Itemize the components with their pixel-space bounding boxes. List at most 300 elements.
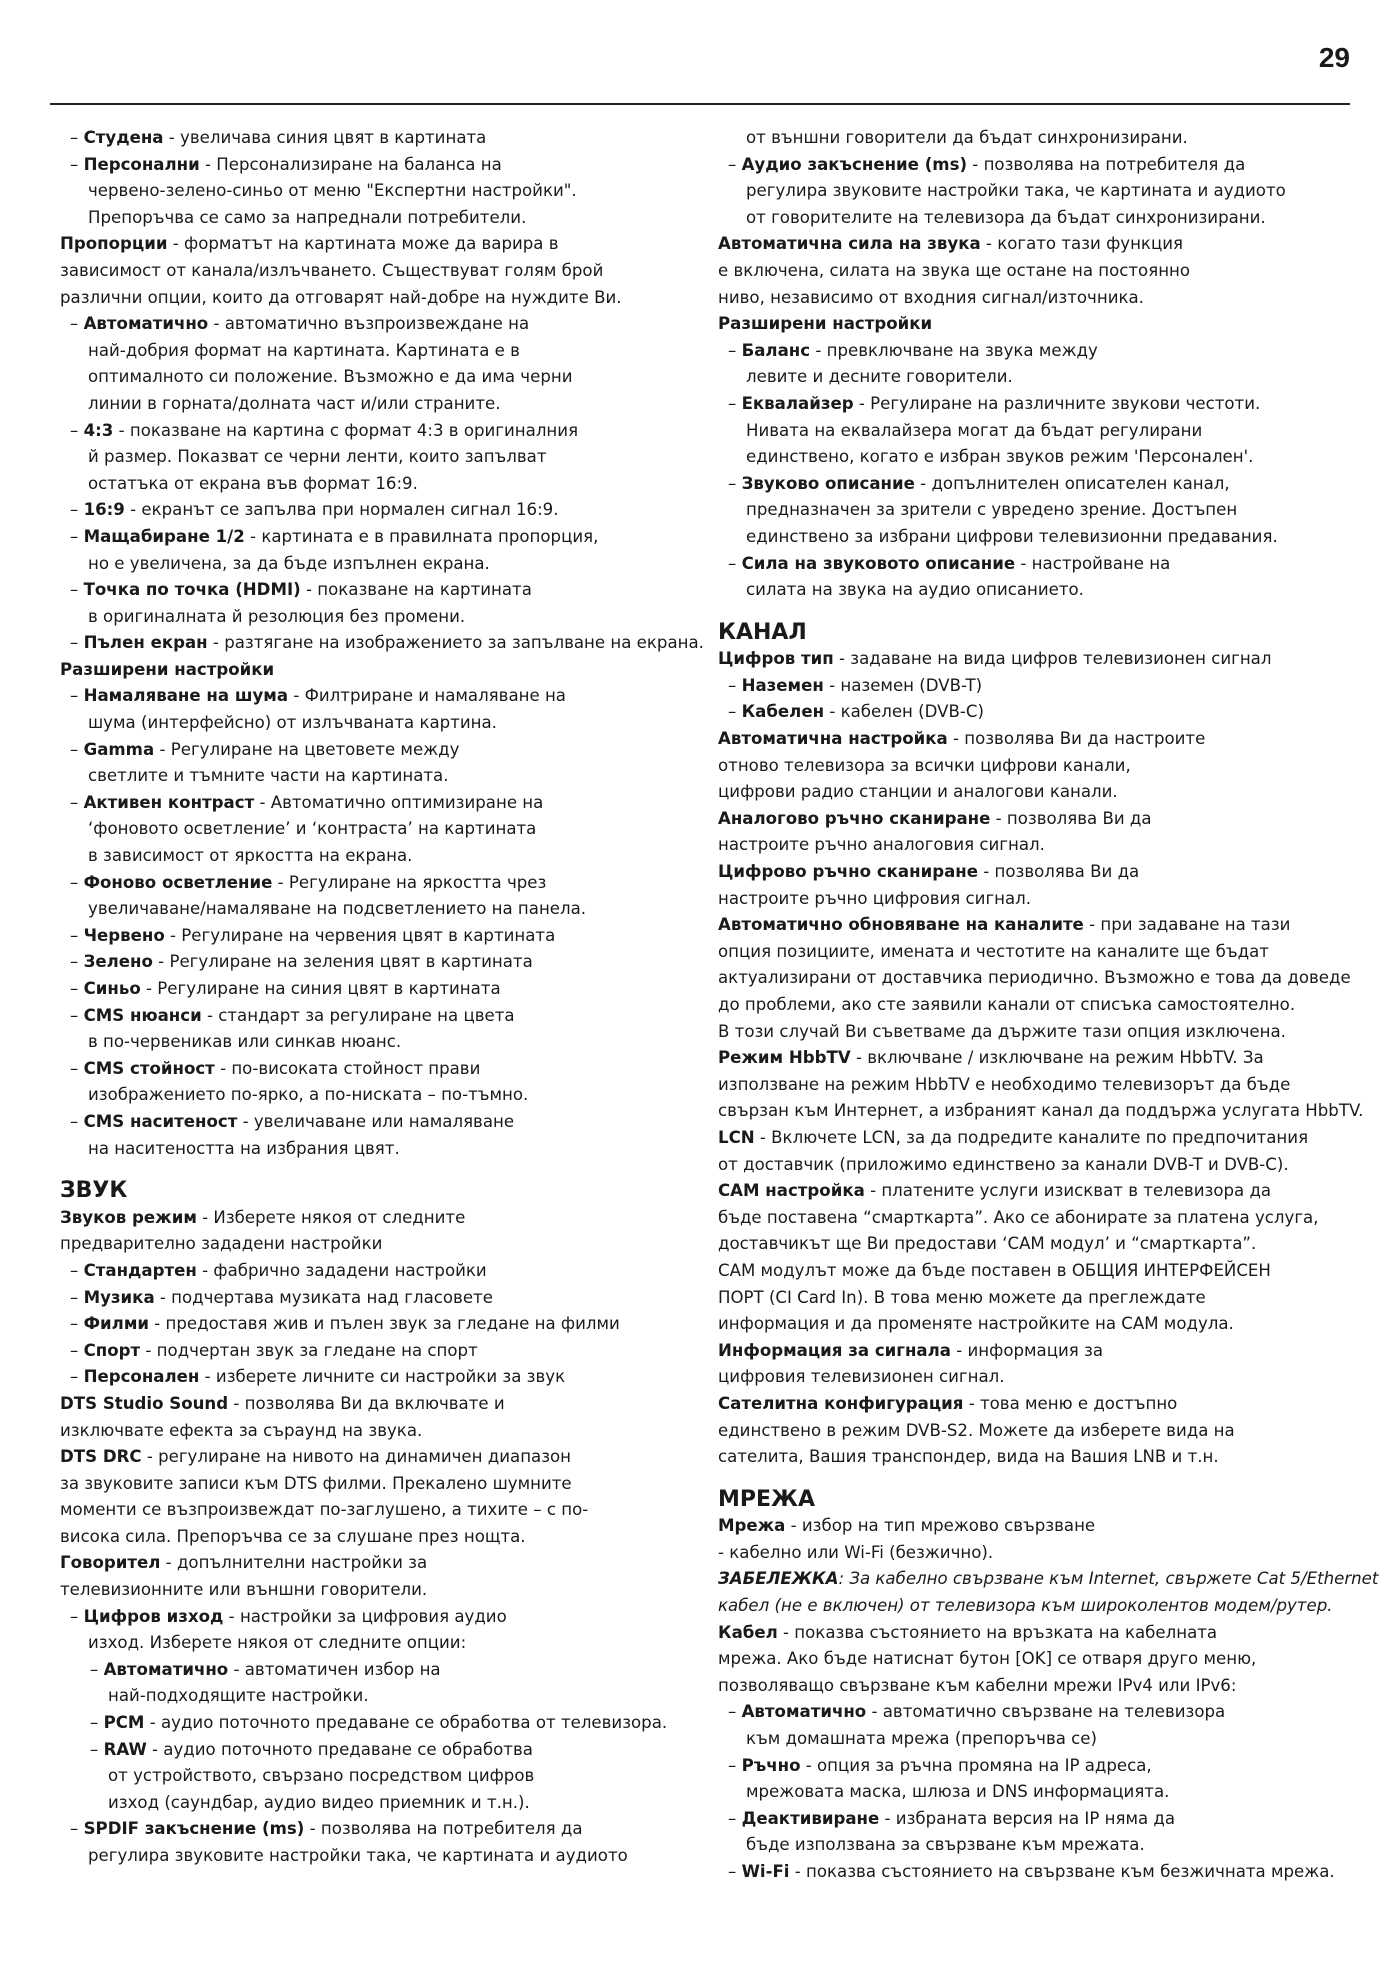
text-line: [718, 1566, 1379, 1593]
text-line: [60, 1683, 700, 1710]
term-label: Еквалайзер: [741, 393, 854, 413]
text-run: моменти се възпроизвеждат по-заглушено, а тихите – с по-: [60, 1500, 589, 1520]
text-line: [718, 939, 1350, 966]
text-line: [718, 1832, 1350, 1859]
text-line: [718, 886, 1350, 913]
text-run: - показване на картината: [300, 580, 532, 600]
text-line: [718, 779, 1350, 806]
text-run: –: [728, 1755, 742, 1775]
text-run: най-подходящите настройки.: [108, 1686, 369, 1706]
term-label: Звуков режим: [60, 1207, 197, 1227]
text-run: –: [70, 314, 84, 334]
term-label: Аналогово ръчно сканиране: [718, 808, 991, 828]
text-line: [60, 896, 700, 923]
text-run: бъде използвана за свързване към мрежата.: [746, 1835, 1145, 1855]
text-run: –: [70, 128, 84, 147]
list-item: [60, 311, 700, 338]
text-run: различни опции, които да отговарят най-добре на нуждите Ви.: [60, 287, 622, 307]
list-item: [60, 1003, 700, 1030]
text-run: - автоматичен избор на: [228, 1659, 441, 1679]
list-item: [60, 1737, 700, 1764]
list-item: [60, 418, 700, 445]
text-run: но е увеличена, за да бъде изпълнен екрана.: [88, 553, 490, 573]
text-run: –: [70, 792, 84, 812]
text-run: - автоматично възпроизвеждане на: [208, 314, 530, 334]
list-item: [60, 1285, 700, 1312]
list-item: [60, 1364, 700, 1391]
term-label: Разширени настройки: [60, 659, 275, 679]
text-run: –: [70, 1367, 84, 1387]
text-run: –: [70, 526, 84, 546]
text-run: –: [70, 500, 84, 520]
term-label: CMS нюанси: [83, 1005, 202, 1025]
text-run: CAM модулът може да бъде поставен в ОБЩИЯ ИНТЕРФЕЙСЕН: [718, 1260, 1271, 1280]
term-label: CAM настройка: [718, 1181, 865, 1201]
term-label: SPDIF закъснение (ms): [83, 1819, 305, 1839]
term-label: Фоново осветление: [83, 872, 273, 892]
term-label: Филми: [83, 1314, 150, 1334]
text-line: [718, 1285, 1350, 1312]
list-item: [718, 471, 1350, 498]
text-run: - Изберете някоя от следните: [196, 1207, 466, 1227]
list-item: [60, 1056, 700, 1083]
text-run: ПОРТ (CI Card In). В това меню можете да преглеждате: [718, 1287, 1206, 1307]
text-line: [718, 231, 1350, 258]
text-run: предназначен за зрители с увредено зрение. Достъпен: [746, 500, 1238, 520]
list-item: [718, 673, 1350, 700]
text-run: : За кабелно свързване към Internet, свържете Cat 5/Ethernet: [838, 1569, 1379, 1589]
text-run: оптималното си положение. Възможно е да има черни: [88, 367, 573, 387]
term-label: Сателитна конфигурация: [718, 1393, 964, 1413]
text-run: опция позициите, имената и честотите на каналите ще бъдат: [718, 941, 1269, 961]
text-run: използване на режим HbbTV е необходимо телевизорът да бъде: [718, 1074, 1291, 1094]
text-run: светлите и тъмните части на картината.: [88, 766, 449, 786]
term-label: Режим HbbTV: [718, 1048, 851, 1068]
text-run: - стандарт за регулиране на цвета: [201, 1005, 515, 1025]
list-item: [60, 870, 700, 897]
text-run: –: [70, 1340, 84, 1360]
text-line: [718, 444, 1350, 471]
text-line: [718, 1311, 1350, 1338]
text-run: КАНАЛ: [718, 619, 807, 645]
text-run: цифровия телевизионен сигнал.: [718, 1367, 1005, 1387]
text-run: - наземен (DVB-T): [823, 675, 983, 695]
text-run: - Регулиране на зеления цвят в картината: [152, 952, 533, 972]
list-item: [60, 1816, 700, 1843]
term-label: CMS стойност: [83, 1058, 215, 1078]
text-run: –: [70, 1287, 84, 1307]
text-line: [718, 753, 1350, 780]
text-line: [718, 1045, 1350, 1072]
text-run: - изберете личните си настройки за звук: [199, 1367, 566, 1387]
text-run: –: [728, 553, 742, 573]
text-run: ниво, независимо от входния сигнал/източника.: [718, 287, 1144, 307]
term-label: Говорител: [60, 1553, 161, 1573]
text-run: до проблеми, ако сте заявили канали от списъка самостоятелно.: [718, 995, 1296, 1014]
header-rule: [50, 103, 1350, 105]
text-run: –: [70, 686, 84, 706]
text-run: позволяващо свързване към кабелни мрежи IPv4 или IPv6:: [718, 1675, 1237, 1695]
text-run: за звуковите записи към DTS филми. Прекалено шумните: [60, 1473, 572, 1493]
text-run: - позволява Ви да: [978, 862, 1140, 882]
section-gap: [718, 604, 1350, 620]
text-line: [718, 364, 1350, 391]
section-heading: [718, 620, 1350, 647]
text-run: - позволява Ви да настроите: [947, 729, 1206, 749]
term-label: Баланс: [741, 340, 811, 360]
text-line: [60, 710, 700, 737]
text-line: [718, 1338, 1350, 1365]
term-label: Автоматична сила на звука: [718, 234, 981, 254]
text-line: [718, 1646, 1350, 1673]
list-item: [60, 1338, 700, 1365]
term-label: Wi-Fi: [741, 1862, 790, 1881]
text-line: [718, 1726, 1350, 1753]
term-label: Автоматично: [103, 1659, 229, 1679]
list-item: [60, 1710, 700, 1737]
text-line: [60, 1524, 700, 1551]
text-run: свързан към Интернет, а избраният канал да поддържа услугата HbbTV.: [718, 1101, 1364, 1121]
text-run: е включена, силата на звука ще остане на постоянно: [718, 260, 1191, 280]
text-line: [718, 1178, 1350, 1205]
text-run: - Регулиране на синия цвят в картината: [140, 979, 501, 998]
text-line: [60, 1497, 700, 1524]
text-line: [718, 832, 1350, 859]
term-label: Персонален: [83, 1367, 200, 1387]
text-run: цифрови радио станции и аналогови канали.: [718, 782, 1118, 802]
text-run: сателита, Вашия транспондер, вида на Вашия LNB и т.н.: [718, 1447, 1219, 1467]
text-line: [718, 125, 1350, 152]
term-label: Звуково описание: [741, 473, 915, 493]
text-run: - подчертан звук за гледане на спорт: [140, 1340, 478, 1360]
text-line: [60, 1391, 700, 1418]
text-line: [718, 1231, 1350, 1258]
text-run: –: [90, 1739, 104, 1759]
term-label: Мащабиране 1/2: [83, 526, 245, 546]
term-label: Кабел: [718, 1622, 778, 1642]
text-run: единствено, когато е избран звуков режим 'Персонален'.: [746, 447, 1254, 467]
text-run: изход (саундбар, аудио видео приемник и т.н.).: [108, 1792, 530, 1812]
text-run: Препоръчва се само за напреднали потребители.: [88, 207, 527, 227]
text-run: - Филтриране и намаляване на: [288, 686, 566, 706]
text-run: - увеличаване или намаляване: [237, 1111, 515, 1131]
text-line: [60, 205, 700, 232]
text-run: - Регулиране на различните звукови честоти.: [853, 393, 1261, 413]
text-line: [718, 1125, 1350, 1152]
text-line: [60, 1231, 700, 1258]
term-label: Цифров тип: [718, 649, 834, 669]
text-line: [60, 763, 700, 790]
text-line: [718, 1019, 1350, 1046]
text-line: [60, 1136, 700, 1163]
text-run: –: [728, 1808, 742, 1828]
text-run: –: [70, 925, 84, 945]
term-label: Автоматично обновяване на каналите: [718, 915, 1084, 935]
text-run: единствено за избрани цифрови телевизионни предавания.: [746, 526, 1278, 546]
text-line: [718, 577, 1350, 604]
text-run: изключвате ефекта за съраунд на звука.: [60, 1420, 423, 1440]
term-label: DTS DRC: [60, 1447, 142, 1467]
text-line: [60, 816, 700, 843]
list-item: [60, 923, 700, 950]
text-line: [718, 178, 1350, 205]
text-line: [60, 657, 700, 684]
text-run: - кабелно или Wi-Fi (безжично).: [718, 1542, 994, 1562]
text-run: –: [728, 393, 742, 413]
text-line: [60, 444, 700, 471]
text-line: [718, 1391, 1350, 1418]
text-run: –: [90, 1713, 104, 1733]
text-run: на наситеността на избрания цвят.: [88, 1138, 400, 1158]
list-item: [60, 790, 700, 817]
text-run: левите и десните говорители.: [746, 367, 1013, 387]
text-run: - включване / изключване на режим HbbTV. За: [850, 1048, 1264, 1068]
text-run: - Включете LCN, за да подредите каналите по предпочитания: [754, 1127, 1309, 1147]
term-label: Ръчно: [741, 1755, 801, 1775]
text-run: - Регулиране на яркостта чрез: [272, 872, 547, 892]
text-line: [60, 1763, 700, 1790]
list-item: [718, 551, 1350, 578]
term-label: Разширени настройки: [718, 314, 933, 334]
list-item: [718, 391, 1350, 418]
text-line: [718, 1072, 1350, 1099]
text-run: –: [70, 1314, 84, 1334]
term-label: RAW: [103, 1739, 147, 1759]
text-run: –: [728, 1862, 742, 1881]
term-label: Пропорции: [60, 234, 168, 254]
text-run: кабел (не е включен) от телевизора към широколентов модем/рутер.: [718, 1596, 1333, 1616]
text-run: - настройки за цифровия аудио: [223, 1606, 507, 1626]
text-line: [60, 1630, 700, 1657]
text-line: [718, 497, 1350, 524]
text-run: настроите ръчно аналоговия сигнал.: [718, 835, 1045, 855]
list-item: [60, 1604, 700, 1631]
list-item: [60, 577, 700, 604]
text-line: [718, 1540, 1350, 1567]
text-run: - показва състоянието на свързване към безжичната мрежа.: [789, 1862, 1335, 1881]
text-run: –: [70, 1606, 84, 1626]
text-line: [718, 1620, 1350, 1647]
term-label: Аудио закъснение (ms): [741, 154, 968, 174]
text-run: –: [70, 1111, 84, 1131]
section-heading: [60, 1178, 700, 1205]
text-run: - позволява Ви да: [990, 808, 1152, 828]
text-run: В този случай Ви съветваме да държите тази опция изключена.: [718, 1021, 1286, 1041]
text-line: [718, 311, 1350, 338]
text-run: - кабелен (DVB-C): [824, 702, 984, 722]
text-run: - това меню е достъпно: [963, 1393, 1178, 1413]
text-line: [60, 1577, 700, 1604]
text-run: –: [728, 1702, 742, 1722]
section-gap: [718, 1471, 1350, 1487]
text-run: ЗАБЕЛЕЖКА: [718, 1569, 839, 1589]
term-label: Пълен екран: [83, 633, 208, 653]
list-item: [60, 125, 700, 152]
text-run: –: [728, 702, 742, 722]
text-run: - платените услуги изискват в телевизора да: [864, 1181, 1272, 1201]
term-label: Стандартен: [83, 1260, 197, 1280]
text-run: най-добрия формат на картината. Картината е в: [88, 340, 520, 360]
text-run: изображението по-ярко, а по-ниската – по-тъмно.: [88, 1085, 529, 1105]
text-run: - когато тази функция: [980, 234, 1184, 254]
text-run: линии в горната/долната част и/или страните.: [88, 393, 501, 413]
list-item: [60, 152, 700, 179]
term-label: Точка по точка (HDMI): [83, 580, 301, 600]
text-run: - Регулиране на червения цвят в картината: [164, 925, 556, 945]
text-run: - избраната версия на IP няма да: [879, 1808, 1176, 1828]
text-run: Нивата на еквалайзера могат да бъдат регулирани: [746, 420, 1203, 440]
text-run: в зависимост от яркостта на екрана.: [88, 846, 413, 866]
term-label: Спорт: [83, 1340, 141, 1360]
term-label: 16:9: [83, 500, 125, 520]
text-run: –: [728, 340, 742, 360]
text-run: регулира звуковите настройки така, че картината и аудиото: [88, 1846, 628, 1865]
list-item: [60, 683, 700, 710]
text-run: информация и да променяте настройките на CAM модула.: [718, 1314, 1234, 1334]
text-run: силата на звука на аудио описанието.: [746, 580, 1084, 600]
text-line: [718, 1364, 1350, 1391]
text-line: [718, 205, 1350, 232]
list-item: [60, 1258, 700, 1285]
text-run: –: [70, 420, 84, 440]
text-run: - допълнителни настройки за: [160, 1553, 428, 1573]
text-run: –: [728, 154, 742, 174]
section-gap: [60, 1162, 700, 1178]
list-item: [60, 1657, 700, 1684]
text-run: от устройството, свързано посредством цифров: [108, 1766, 535, 1786]
text-run: - предоставя жив и пълен звук за гледане на филми: [149, 1314, 620, 1334]
text-run: от външни говорители да бъдат синхронизирани.: [746, 128, 1188, 147]
text-run: –: [70, 633, 84, 653]
text-run: мрежа. Ако бъде натиснат бутон [OK] се отваря друго меню,: [718, 1649, 1257, 1669]
text-run: в оригиналната й резолюция без промени.: [88, 606, 466, 626]
text-line: [718, 285, 1350, 312]
term-label: Намаляване на шума: [83, 686, 289, 706]
text-line: [60, 1790, 700, 1817]
text-line: [60, 285, 700, 312]
text-line: [718, 806, 1350, 833]
list-item: [60, 976, 700, 1003]
list-item: [60, 1311, 700, 1338]
list-item: [718, 152, 1350, 179]
text-line: [718, 1779, 1350, 1806]
text-line: [718, 1513, 1350, 1540]
text-line: [718, 1258, 1350, 1285]
term-label: Автоматично: [741, 1702, 867, 1722]
text-line: [718, 646, 1350, 673]
text-run: - избор на тип мрежово свързване: [785, 1516, 1096, 1536]
text-run: регулира звуковите настройки така, че картината и аудиото: [746, 181, 1286, 201]
term-label: CMS наситеност: [83, 1111, 238, 1131]
text-run: от говорителите на телевизора да бъдат синхронизирани.: [746, 207, 1266, 227]
term-label: Студена: [83, 128, 164, 147]
term-label: Музика: [83, 1287, 155, 1307]
text-run: - Регулиране на цветовете между: [154, 739, 460, 759]
text-line: [60, 1550, 700, 1577]
term-label: LCN: [718, 1127, 755, 1147]
text-line: [60, 258, 700, 285]
text-run: мрежовата маска, шлюза и DNS информацията.: [746, 1782, 1170, 1802]
text-line: [60, 1205, 700, 1232]
text-run: - автоматично свързване на телевизора: [866, 1702, 1226, 1722]
text-line: [60, 1471, 700, 1498]
text-run: –: [70, 872, 84, 892]
text-line: [718, 524, 1350, 551]
text-line: [60, 551, 700, 578]
text-line: [60, 338, 700, 365]
text-run: –: [70, 979, 84, 998]
text-run: - увеличава синия цвят в картината: [163, 128, 487, 147]
text-run: настроите ръчно цифровия сигнал.: [718, 888, 1032, 908]
text-run: - регулиране на нивото на динамичен диапазон: [141, 1447, 572, 1467]
text-run: - по-високата стойност прави: [214, 1058, 481, 1078]
text-run: –: [90, 1659, 104, 1679]
list-item: [60, 949, 700, 976]
text-run: - показване на картина с формат 4:3 в оригиналния: [113, 420, 579, 440]
text-run: –: [728, 675, 742, 695]
text-run: - задаване на вида цифров телевизионен сигнал: [833, 649, 1272, 669]
right-column: [718, 125, 1379, 1886]
text-run: - форматът на картината може да варира в: [167, 234, 559, 254]
text-run: отново телевизора за всички цифрови канали,: [718, 755, 1131, 775]
text-run: - настройване на: [1015, 553, 1171, 573]
text-run: - информация за: [950, 1340, 1104, 1360]
term-label: Зелено: [83, 952, 153, 972]
text-line: [718, 1152, 1350, 1179]
term-label: Деактивиране: [741, 1808, 880, 1828]
text-run: в по-червеникав или синкав нюанс.: [88, 1032, 402, 1052]
text-run: ЗВУК: [60, 1178, 128, 1204]
term-label: 4:3: [83, 420, 114, 440]
text-run: - аудио поточното предаване се обработва: [146, 1739, 533, 1759]
text-line: [718, 859, 1350, 886]
term-label: Кабелен: [741, 702, 825, 722]
text-line: [718, 992, 1350, 1019]
text-line: [718, 418, 1350, 445]
term-label: Информация за сигнала: [718, 1340, 951, 1360]
list-item: [60, 630, 704, 657]
term-label: Мрежа: [718, 1516, 786, 1536]
list-item: [60, 497, 700, 524]
term-label: Червено: [83, 925, 165, 945]
text-run: - допълнителен описателен канал,: [914, 473, 1230, 493]
text-line: [60, 231, 700, 258]
text-line: [60, 391, 700, 418]
list-item: [718, 1859, 1350, 1886]
section-heading: [718, 1487, 1350, 1514]
text-run: - позволява на потребителя да: [967, 154, 1246, 174]
text-run: - аудио поточното предаване се обработва от телевизора.: [144, 1713, 668, 1733]
text-run: единствено в режим DVB-S2. Можете да изберете вида на: [718, 1420, 1235, 1440]
term-label: Автоматична настройка: [718, 729, 948, 749]
text-run: - Персонализиране на баланса на: [199, 154, 502, 174]
term-label: PCM: [103, 1713, 145, 1733]
term-label: DTS Studio Sound: [60, 1393, 229, 1413]
text-line: [718, 912, 1350, 939]
text-line: [60, 178, 700, 205]
text-line: [60, 1843, 700, 1870]
text-run: остатъка от екрана във формат 16:9.: [88, 473, 418, 493]
text-run: ‘фоновото осветление’ и ‘контраста’ на картината: [88, 819, 537, 839]
text-run: увеличаване/намаляване на подсветлението на панела.: [88, 899, 587, 919]
text-run: изход. Изберете някоя от следните опции:: [88, 1633, 467, 1653]
list-item: [60, 737, 700, 764]
term-label: Gamma: [83, 739, 155, 759]
text-run: - опция за ръчна промяна на IP адреса,: [800, 1755, 1152, 1775]
term-label: Синьо: [83, 979, 141, 998]
term-label: Автоматично: [83, 314, 209, 334]
list-item: [60, 1109, 700, 1136]
